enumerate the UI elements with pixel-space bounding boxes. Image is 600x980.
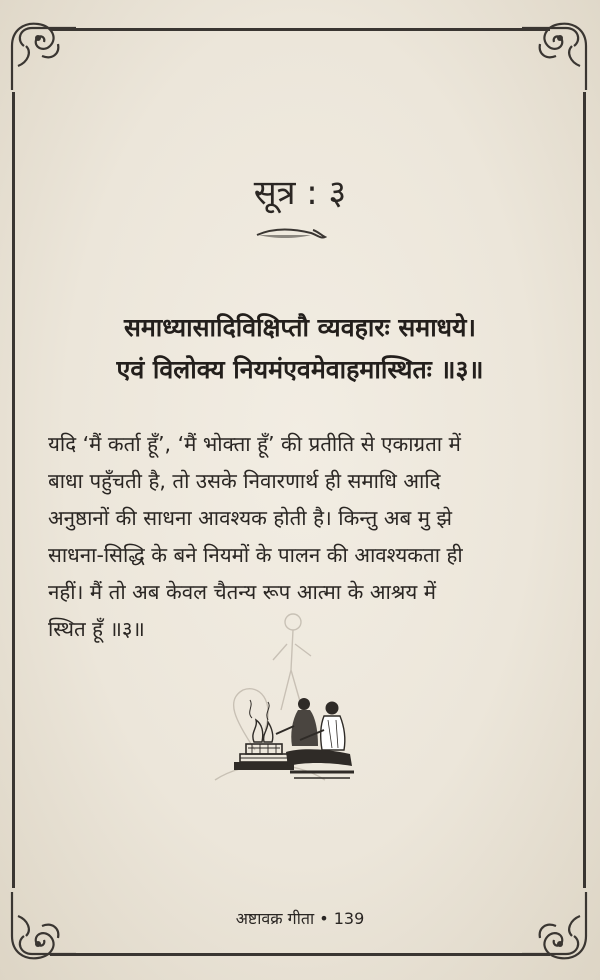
corner-flourish-icon — [2, 16, 78, 92]
commentary-line: स्थित हूँ ॥३॥ — [48, 617, 145, 641]
commentary-line: यदि ‘मैं कर्ता हूँ’, ‘मैं भोक्ता हूँ’ की प्रतीति से एकाग्रता में — [48, 432, 461, 456]
commentary-line: नहीं। मैं तो अब केवल चैतन्य रूप आत्मा के आश्रय में — [48, 580, 437, 604]
footer-separator: • — [319, 909, 329, 928]
commentary-line: साधना-सिद्धि के बने नियमों के पालन की आवश्यकता ही — [48, 543, 463, 567]
frame-border-top — [50, 28, 550, 31]
commentary-line: अनुष्ठानों की साधना आवश्यक होती है। किन्तु अब मु झे — [48, 506, 452, 530]
yajna-illustration — [228, 690, 358, 790]
verse-line-2: एवं विलोक्य नियमंएवमेवाहमास्थितः ॥३॥ — [116, 355, 484, 384]
commentary-line: बाधा पहुँचती है, तो उसके निवारणार्थ ही समाधि आदि — [48, 469, 441, 493]
feather-divider-icon — [255, 225, 327, 245]
page-number: 139 — [333, 909, 365, 928]
frame-border-bottom — [50, 953, 550, 956]
page-footer — [0, 907, 600, 929]
book-title: अष्टावक्र गीता — [235, 909, 315, 928]
sutra-heading: सूत्र : ३ — [253, 173, 347, 213]
verse-line-1: समाध्यासादिविक्षिप्तौ व्यवहारः समाधये। — [123, 313, 477, 342]
corner-flourish-icon — [520, 16, 596, 92]
